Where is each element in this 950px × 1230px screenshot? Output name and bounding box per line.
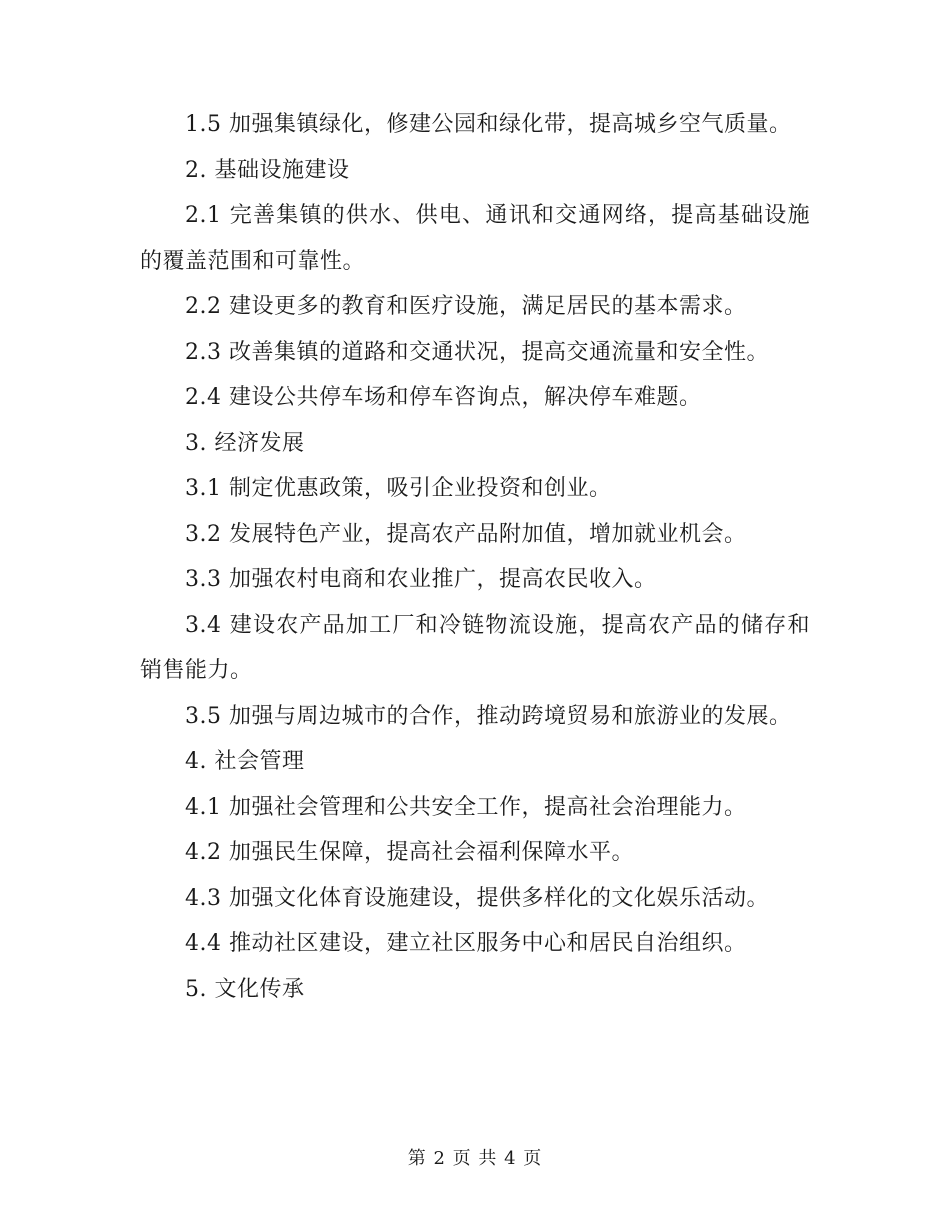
page-number-label: 第 2 页 共 4 页 <box>407 1148 543 1169</box>
paragraph-3-1: 3.1 制定优惠政策，吸引企业投资和创业。 <box>185 476 612 501</box>
paragraph-2-4: 2.4 建设公共停车场和停车咨询点，解决停车难题。 <box>185 385 702 410</box>
paragraph-3-2: 3.2 发展特色产业，提高农产品附加值，增加就业机会。 <box>185 521 747 547</box>
paragraph-4-1: 4.1 加强社会管理和公共安全工作，提高社会治理能力。 <box>185 794 747 820</box>
paragraph-4-2: 4.2 加强民生保障，提高社会福利保障水平。 <box>185 840 634 865</box>
paragraph-3-4: 3.4 建设农产品加工厂和冷链物流设施，提高农产品的储存和销售能力。 <box>140 612 810 683</box>
heading-3: 3. 经济发展 <box>185 430 305 456</box>
paragraph-4-3: 4.3 加强文化体育设施建设，提供多样化的文化娱乐活动。 <box>185 885 769 911</box>
paragraph-3-3: 3.3 加强农村电商和农业推广，提高农民收入。 <box>185 567 657 592</box>
paragraph-2-2: 2.2 建设更多的教育和医疗设施，满足居民的基本需求。 <box>185 294 747 319</box>
paragraph-3-5: 3.5 加强与周边城市的合作，推动跨境贸易和旅游业的发展。 <box>185 703 792 729</box>
paragraph-1-5: 1.5 加强集镇绿化，修建公园和绿化带，提高城乡空气质量。 <box>185 112 792 137</box>
heading-4: 4. 社会管理 <box>185 749 305 774</box>
document-body <box>140 102 810 1012</box>
heading-5: 5. 文化传承 <box>185 976 305 1002</box>
paragraph-2-3: 2.3 改善集镇的道路和交通状况，提高交通流量和安全性。 <box>185 339 769 365</box>
page-footer <box>0 1145 950 1173</box>
paragraph-2-1: 2.1 完善集镇的供水、供电、通讯和交通网络，提高基础设施的覆盖范围和可靠性。 <box>140 203 810 274</box>
heading-2: 2. 基础设施建设 <box>185 157 350 183</box>
paragraph-4-4: 4.4 推动社区建设，建立社区服务中心和居民自治组织。 <box>185 931 747 956</box>
